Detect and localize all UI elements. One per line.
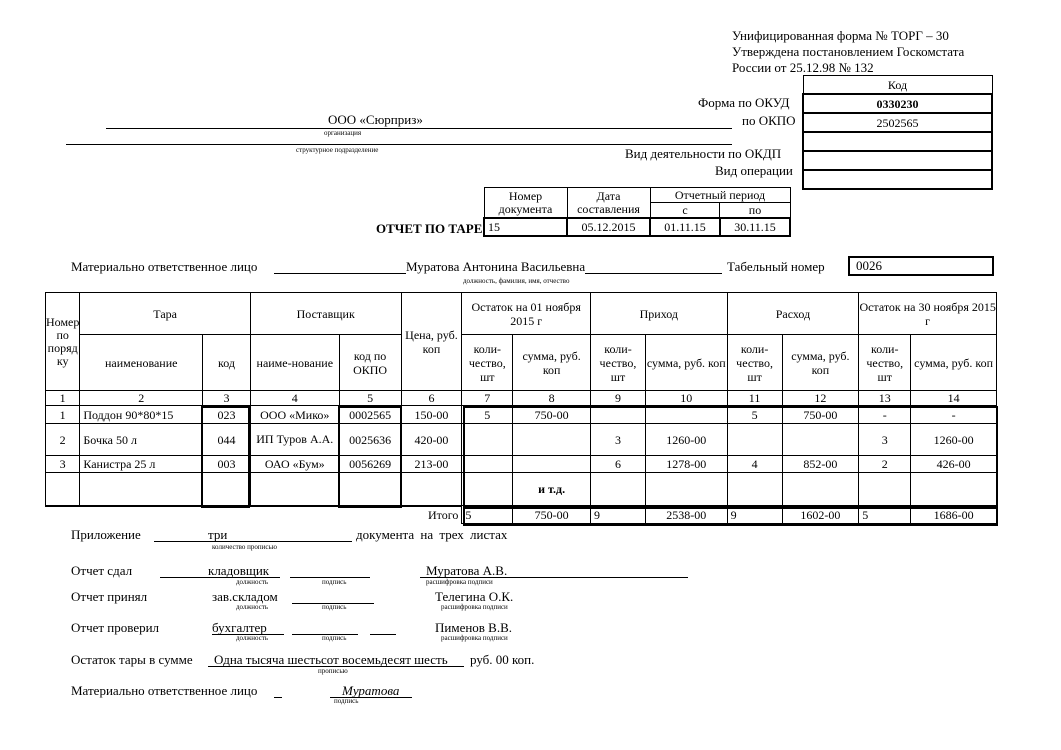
cell	[513, 424, 591, 456]
cell: ОАО «Бум»	[250, 456, 339, 473]
cell: 426-00	[911, 456, 997, 473]
appendix-caption: количество прописью	[212, 543, 277, 551]
cell: 213-00	[401, 456, 462, 473]
okdp-value	[803, 151, 992, 170]
h-start: Остаток на 01 ноября 2015 г	[462, 293, 591, 335]
col-number: 7	[462, 391, 513, 406]
col-number: 13	[859, 391, 911, 406]
h-okpo: код по ОКПО	[339, 335, 401, 391]
position-caption: должность	[236, 603, 269, 611]
from-header: с	[650, 203, 720, 219]
operation-label: Вид операции	[715, 163, 793, 178]
totals-row	[46, 506, 997, 524]
cell: -	[859, 406, 911, 424]
cell: Поддон 90*80*15	[80, 406, 203, 424]
operation-value	[803, 170, 992, 189]
form-line-1: Унифицированная форма № ТОРГ – 30	[732, 28, 949, 43]
total-cell: 9	[727, 506, 782, 524]
h-price: Цена, руб. коп	[401, 293, 462, 391]
report-title: ОТЧЕТ ПО ТАРЕ	[376, 221, 483, 236]
col-number: 6	[401, 391, 462, 406]
cell	[782, 424, 859, 456]
balance-label: Остаток тары в сумме	[71, 652, 193, 667]
col-number: 3	[203, 391, 251, 406]
h-qty: коли-чество, шт	[859, 335, 911, 391]
cell: 1	[46, 406, 80, 424]
accepted-label: Отчет принял	[71, 589, 148, 604]
col-number: 8	[513, 391, 591, 406]
h-tara: Тара	[80, 293, 251, 335]
h-num: Номер по поряд ку	[46, 293, 80, 391]
organization-caption: организация	[324, 129, 362, 137]
cell: 5	[727, 406, 782, 424]
cell: 044	[203, 424, 251, 456]
cell: 1278-00	[645, 456, 727, 473]
balance-value: Одна тысяча шестьсот восемьдесят шесть	[214, 652, 448, 667]
cell: 5	[462, 406, 513, 424]
final-caption: подпись	[334, 697, 359, 705]
okud-value: 0330230	[803, 94, 992, 113]
okpo-extra	[803, 132, 992, 151]
h-sum: сумма, руб. коп	[513, 335, 591, 391]
checked-name: Пименов В.В.	[435, 620, 513, 635]
h-sname: наиме-нование	[250, 335, 339, 391]
cell: 2	[859, 456, 911, 473]
cell	[513, 456, 591, 473]
col-number: 1	[46, 391, 80, 406]
cell	[727, 424, 782, 456]
cell: 003	[203, 456, 251, 473]
final-label: Материально ответственное лицо	[71, 683, 258, 698]
handed-name: Муратова А.В.	[426, 563, 508, 578]
checked-position: бухгалтер	[212, 620, 267, 635]
col-number: 5	[339, 391, 401, 406]
responsible-name: Муратова Антонина Васильевна	[406, 259, 586, 274]
cell: ООО «Мико»	[250, 406, 339, 424]
h-supplier: Поставщик	[250, 293, 401, 335]
h-expense: Расход	[727, 293, 859, 335]
cell	[462, 424, 513, 456]
decode-caption: расшифровка подписи	[426, 578, 493, 586]
cell: 852-00	[782, 456, 859, 473]
total-cell: 1686-00	[911, 506, 997, 524]
division-caption: структурное подразделение	[296, 146, 379, 154]
column-numbers-row	[46, 391, 997, 406]
to-value: 30.11.15	[720, 218, 790, 236]
cell: 1260-00	[911, 424, 997, 456]
h-code: код	[203, 335, 251, 391]
signature-caption: подпись	[322, 578, 347, 586]
balance-caption: прописью	[318, 667, 348, 675]
form-line-3: России от 25.12.98 № 132	[732, 60, 874, 75]
cell: 0056269	[339, 456, 401, 473]
h-end: Остаток на 30 ноября 2015 г	[859, 293, 997, 335]
signature-caption: подпись	[322, 634, 347, 642]
okpo-value: 2502565	[803, 113, 992, 132]
total-label: Итого	[46, 506, 462, 524]
h-income: Приход	[591, 293, 728, 335]
total-cell: 1602-00	[782, 506, 859, 524]
position-caption: должность	[236, 634, 269, 642]
h-sum: сумма, руб. коп	[782, 335, 859, 391]
cell: 150-00	[401, 406, 462, 424]
h-qty: коли-чество, шт	[462, 335, 513, 391]
okud-label: Форма по ОКУД	[698, 95, 790, 110]
decode-caption: расшифровка подписи	[441, 634, 508, 642]
responsible-caption: должность, фамилия, имя, отчество	[463, 277, 570, 285]
tab-number-label: Табельный номер	[727, 259, 825, 274]
final-signature: Муратова	[342, 683, 400, 698]
tara-table	[45, 292, 997, 524]
cell: 2	[46, 424, 80, 456]
table-row-etc	[46, 473, 997, 506]
h-sum: сумма, руб. коп	[645, 335, 727, 391]
decode-caption: расшифровка подписи	[441, 603, 508, 611]
cell: 4	[727, 456, 782, 473]
h-qty: коли-чество, шт	[727, 335, 782, 391]
doc-number-header: Номер документа	[484, 188, 567, 219]
codes-table	[802, 75, 993, 190]
h-sum: сумма, руб. коп	[911, 335, 997, 391]
period-header: Отчетный период	[650, 188, 790, 203]
cell: 023	[203, 406, 251, 424]
total-cell: 2538-00	[645, 506, 727, 524]
handed-label: Отчет сдал	[71, 563, 133, 578]
doc-info-table	[483, 187, 791, 237]
cell: 3	[46, 456, 80, 473]
signature-caption: подпись	[322, 603, 347, 611]
table-row	[46, 456, 997, 473]
appendix-label: Приложение	[71, 527, 141, 542]
cell: 420-00	[401, 424, 462, 456]
etc-cell: и т.д.	[513, 473, 591, 506]
to-header: по	[720, 203, 790, 219]
cell: 6	[591, 456, 646, 473]
accepted-position: зав.складом	[212, 589, 278, 604]
cell: 0025636	[339, 424, 401, 456]
table-row	[46, 406, 997, 424]
cell: Бочка 50 л	[80, 424, 203, 456]
organization-name: ООО «Сюрприз»	[328, 112, 423, 127]
total-cell: 9	[591, 506, 646, 524]
col-number: 14	[911, 391, 997, 406]
form-line-2: Утверждена постановлением Госкомстата	[732, 44, 965, 59]
h-name: наименование	[80, 335, 203, 391]
date-header: Дата составления	[567, 188, 650, 219]
col-number: 2	[80, 391, 203, 406]
cell: Канистра 25 л	[80, 456, 203, 473]
cell: 3	[591, 424, 646, 456]
doc-number-value: 15	[484, 218, 567, 236]
balance-tail: руб. 00 коп.	[470, 652, 535, 667]
codes-title: Код	[803, 76, 992, 95]
total-cell: 5	[462, 506, 513, 524]
cell	[645, 406, 727, 424]
h-qty: коли-чество, шт	[591, 335, 646, 391]
table-row	[46, 424, 997, 456]
cell: -	[911, 406, 997, 424]
col-number: 10	[645, 391, 727, 406]
total-cell: 5	[859, 506, 911, 524]
col-number: 11	[727, 391, 782, 406]
cell: 1260-00	[645, 424, 727, 456]
cell: 0002565	[339, 406, 401, 424]
tab-number-value: 0026	[848, 256, 994, 276]
accepted-name: Телегина О.К.	[435, 589, 514, 604]
from-value: 01.11.15	[650, 218, 720, 236]
appendix-tail: документа на трех листах	[356, 527, 508, 542]
cell	[591, 406, 646, 424]
total-cell: 750-00	[513, 506, 591, 524]
position-caption: должность	[236, 578, 269, 586]
cell: 750-00	[782, 406, 859, 424]
col-number: 12	[782, 391, 859, 406]
okdp-label: Вид деятельности по ОКДП	[625, 146, 782, 161]
appendix-value: три	[208, 527, 228, 542]
col-number: 4	[250, 391, 339, 406]
okpo-label: по ОКПО	[742, 113, 796, 128]
responsible-label: Материально ответственное лицо	[71, 259, 258, 274]
date-value: 05.12.2015	[567, 218, 650, 236]
cell: 750-00	[513, 406, 591, 424]
col-number: 9	[591, 391, 646, 406]
cell: 3	[859, 424, 911, 456]
handed-position: кладовщик	[208, 563, 270, 578]
cell	[462, 456, 513, 473]
cell: ИП Туров А.А.	[250, 424, 339, 456]
checked-label: Отчет проверил	[71, 620, 160, 635]
